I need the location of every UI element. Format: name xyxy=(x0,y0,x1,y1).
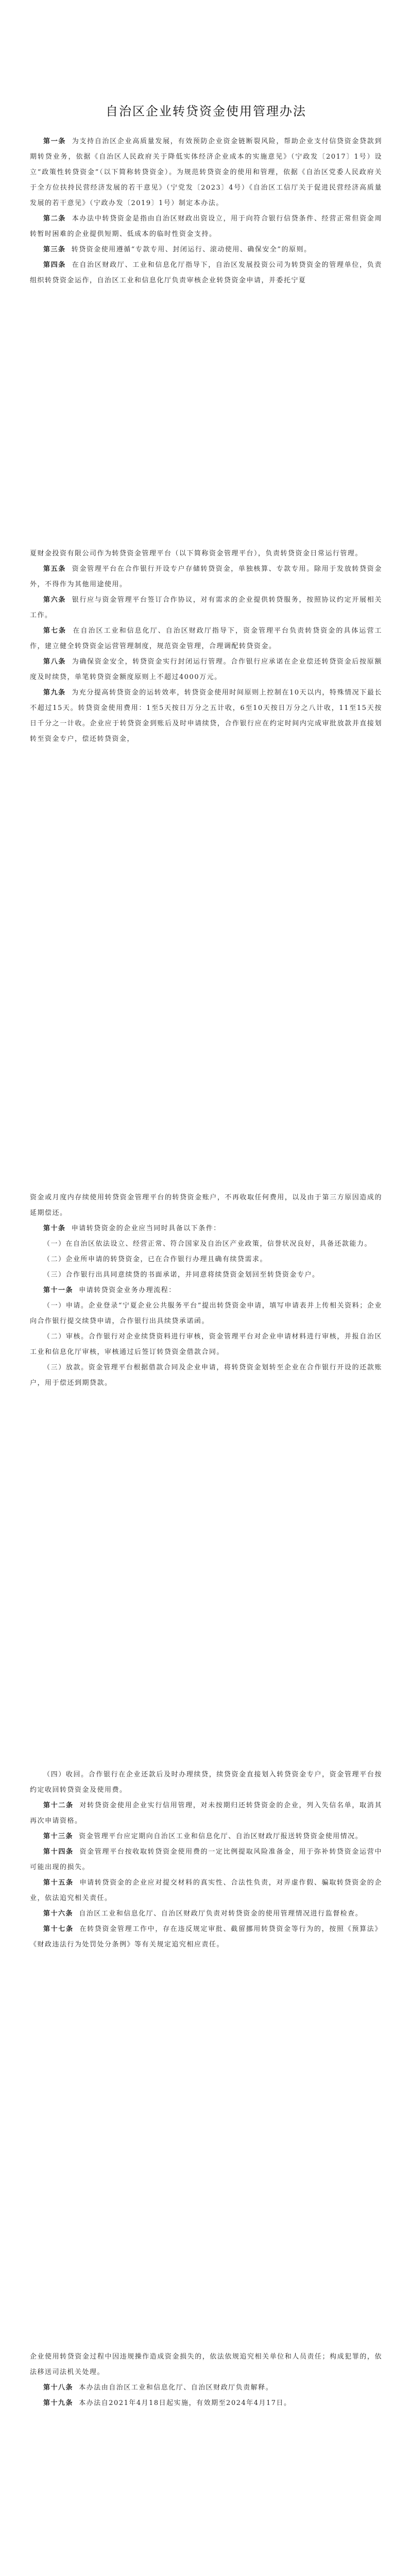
page-block-2 xyxy=(30,546,382,747)
paragraph-text: 资金或月度内存续使用转贷资金管理平台的转贷资金账户，不再收取任何费用，以及由于第三方原因造成的延期偿还。 xyxy=(30,1194,382,1217)
article-label: 第八条 xyxy=(43,658,66,666)
paragraph-text: 为充分提高转贷资金的运转效率，转贷资金使用时间原则上控制在10天以内，特殊情况下最长不超过15天。转贷资金使用费用：1至5天按日万分之五计收，6至10天按日万分之八计收，11至15天按日千分之一计收。企业应于转贷资金到账后及时申请续贷，合作银行应在约定时间内完成审批放款并直接划转至资金专户，偿还转贷资金， xyxy=(30,689,382,743)
paragraph xyxy=(30,1798,382,1829)
paragraph-text: 资金管理平台按收取转贷资金使用费的一定比例提取风险准备金，用于弥补转贷资金运营中可能出现的损失。 xyxy=(30,1848,382,1871)
article-label: 第十四条 xyxy=(43,1848,74,1856)
paragraph xyxy=(30,562,382,592)
paragraph-text: （四）收回。合作银行在企业还款后及时办理续贷，续贷资金直接划入转贷资金专户，资金管理平台按约定收回转贷资金及使用费。 xyxy=(30,1771,382,1794)
paragraph-text: 自治区工业和信息化厅、自治区财政厅负责对转贷资金的使用管理情况进行监督检查。 xyxy=(79,1910,363,1918)
paragraph-text: （一）在自治区依法设立、经营正常、符合国家及自治区产业政策，信誉状况良好，具备还款能力。 xyxy=(43,1240,372,1248)
paragraph xyxy=(30,1190,382,1221)
paragraph-text: （三）合作银行出具同意续贷的书面承诺，并同意将续贷资金划回至转贷资金专户。 xyxy=(43,1271,320,1279)
paragraph xyxy=(30,1236,382,1252)
paragraph-text: 为确保资金安全，转贷资金实行封闭运行管理。合作银行应承诺在企业偿还转贷资金后按原额度及时续贷，单笔转贷资金额度原则上不超过4000万元。 xyxy=(30,658,382,681)
paragraph-text: （三）放款。资金管理平台根据借款合同及企业申请，将转贷资金划转至企业在合作银行开设的还款账户，用于偿还到期贷款。 xyxy=(30,1364,382,1387)
paragraph xyxy=(30,1906,382,1922)
paragraph-text: 申请转贷资金业务办理流程： xyxy=(79,1286,176,1294)
paragraph-text: 资金管理平台在合作银行开设专户存储转贷资金，单独核算、专款专用。除用于发放转贷资金外，不得作为其他用途使用。 xyxy=(30,565,382,588)
paragraph-text: 申请转贷资金的企业应当同时具备以下条件： xyxy=(71,1225,221,1232)
paragraph-text: （一）申请。企业登录“宁夏企业公共服务平台”提出转贷资金申请，填写申请表并上传相关资料；企业向合作银行提交续贷申请，合作银行出具续贷承诺函。 xyxy=(30,1302,382,1325)
paragraph xyxy=(30,1252,382,1267)
paragraph-text: 对转贷资金使用企业实行信用管理，对未按期归还转贷资金的企业，列入失信名单，取消其再次申请资格。 xyxy=(30,1802,382,1825)
paragraph-text: （二）审核。合作银行对企业续贷资料进行审核，资金管理平台对企业申请材料进行审核，并报自治区工业和信息化厅审核，审核通过后签订转贷资金借款合同。 xyxy=(30,1333,382,1356)
paragraph-text: 资金管理平台应定期向自治区工业和信息化厅、自治区财政厅报送转贷资金使用情况。 xyxy=(79,1833,363,1840)
paragraph-text: 转贷资金使用遵循“专款专用、封闭运行、滚动使用、确保安全”的原则。 xyxy=(71,246,312,253)
paragraph-text: 夏财金投资有限公司作为转贷资金管理平台（以下简称资金管理平台），负责转贷资金日常运行管理。 xyxy=(30,550,363,557)
article-label: 第一条 xyxy=(43,138,66,145)
paragraph-text: 为支持自治区企业高质量发展，有效预防企业资金链断裂风险，帮助企业支付信贷资金贷款到期转贷业务，依据《自治区人民政府关于降低实体经济企业成本的实施意见》（宁政发〔2017〕1号）设立“政策性转贷资金”（以下简称转贷资金）。为规范转贷资金的使用和管理，依据《自治区党委人民政府关于全方位扶持民营经济发展的若干意见》（宁党发〔2023〕4号）《自治区工信厅关于促进民营经济高质量发展的若干意见》（宁政办发〔2019〕1号）制定本办法。 xyxy=(30,138,382,207)
paragraph-text: 在自治区财政厅、工业和信息化厅指导下，自治区发展投资公司为转贷资金的管理单位，负责组织转贷资金运作，自治区工业和信息化厅负责审核企业转贷资金申请，并委托宁夏 xyxy=(30,261,382,284)
article-label: 第十二条 xyxy=(43,1802,74,1809)
paragraph-text: 本办法中转贷资金是指由自治区财政出资设立，用于向符合银行信贷条件、经营正常但资金周转暂时困难的企业提供短期、低成本的临时性资金支持。 xyxy=(30,215,382,238)
paragraph xyxy=(30,1922,382,1953)
paragraph xyxy=(30,1767,382,1798)
paragraph xyxy=(30,242,382,258)
paragraph xyxy=(30,1283,382,1298)
article-label: 第十七条 xyxy=(43,1925,74,1933)
paragraph xyxy=(30,1267,382,1283)
paragraph xyxy=(30,685,382,747)
article-label: 第五条 xyxy=(43,565,66,573)
article-label: 第十八条 xyxy=(43,2384,74,2392)
page-block-4 xyxy=(30,1767,382,1953)
article-label: 第十五条 xyxy=(43,1879,74,1887)
page-block-3 xyxy=(30,1190,382,1391)
paragraph xyxy=(30,1844,382,1875)
paragraph xyxy=(30,2349,382,2380)
page-block-1 xyxy=(30,134,382,289)
article-label: 第二条 xyxy=(43,215,66,223)
paragraph xyxy=(30,1329,382,1360)
paragraph-text: 申请转贷资金的企业应对提交材料的真实性、合法性负责，对弄虚作假、骗取转贷资金的企业，依法追究相关责任。 xyxy=(30,1879,382,1902)
paragraph xyxy=(30,1298,382,1329)
paragraph xyxy=(30,654,382,685)
paragraph xyxy=(30,2396,382,2411)
paragraph xyxy=(30,1829,382,1844)
article-label: 第七条 xyxy=(43,627,67,635)
paragraph xyxy=(30,546,382,562)
paragraph xyxy=(30,258,382,289)
paragraph-text: 本办法由自治区工业和信息化厅、自治区财政厅负责解释。 xyxy=(79,2384,273,2392)
paragraph xyxy=(30,592,382,623)
article-label: 第十九条 xyxy=(43,2399,74,2407)
article-label: 第十条 xyxy=(43,1225,66,1232)
paragraph-text: 在转贷资金管理工作中，存在违反规定审批、截留挪用转贷资金等行为的，按照《预算法》《财政违法行为处罚处分条例》等有关规定追究相应责任。 xyxy=(30,1925,382,1948)
article-label: 第六条 xyxy=(43,596,66,604)
paragraph-text: 在自治区工业和信息化厅、自治区财政厅指导下，资金管理平台负责转贷资金的具体运营工作，建立健全转贷资金运营管理制度，规范资金管理，合理调配转贷资金。 xyxy=(30,627,382,650)
paragraph xyxy=(30,1875,382,1906)
article-label: 第四条 xyxy=(43,261,66,269)
paragraph xyxy=(30,623,382,654)
paragraph xyxy=(30,211,382,242)
document-title: 自治区企业转贷资金使用管理办法 xyxy=(106,104,306,118)
article-label: 第三条 xyxy=(43,246,66,253)
page-block-5 xyxy=(30,2349,382,2411)
article-label: 第十一条 xyxy=(43,1286,74,1294)
article-label: 第十六条 xyxy=(43,1910,74,1918)
paragraph-text: 银行应与资金管理平台签订合作协议，对有需求的企业提供转贷服务，按照协议约定开展相关工作。 xyxy=(30,596,382,619)
article-label: 第九条 xyxy=(43,689,66,697)
paragraph-text: 本办法自2021年4月18日起实施，有效期至2024年4月17日。 xyxy=(79,2399,291,2407)
paragraph xyxy=(30,134,382,211)
paragraph xyxy=(30,1360,382,1391)
paragraph-text: 企业使用转贷资金过程中因违规操作造成资金损失的，依法依规追究相关单位和人员责任；构成犯罪的，依法移送司法机关处理。 xyxy=(30,2353,382,2376)
paragraph xyxy=(30,1221,382,1236)
paragraph-text: （二）企业所申请的转贷资金，已在合作银行办理且确有续贷需求。 xyxy=(43,1256,268,1263)
paragraph xyxy=(30,2380,382,2396)
article-label: 第十三条 xyxy=(43,1833,74,1840)
